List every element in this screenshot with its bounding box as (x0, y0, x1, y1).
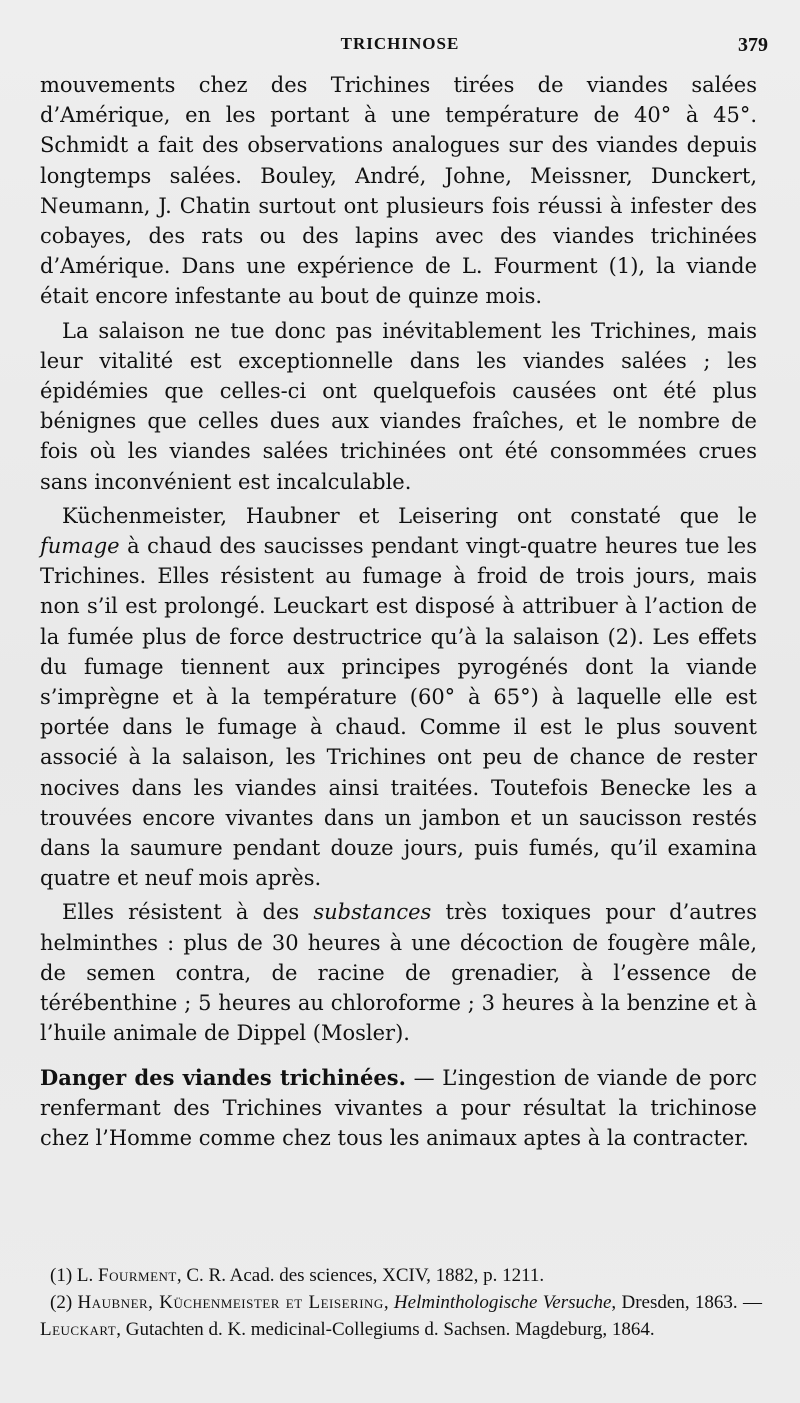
footnote-2-author2: Leuckart (40, 1319, 117, 1340)
footnote-2-sep: , (383, 1292, 394, 1313)
section-heading-danger: Danger des viandes trichinées. (40, 1064, 406, 1090)
paragraph-danger-rest: — L’ingestion de viande de porc renfermant des Trichines vivantes a pour résultat la trichinose chez l’Homme comme chez tous les animaux aptes à la contracter. (40, 1065, 757, 1150)
paragraph-salaison: La salaison ne tue donc pas inévitablement les Trichines, mais leur vitalité est exceptionnelle dans les viandes salées ; les épidémies que celles-ci ont quelquefois causées ont été plus bénignes que celles dues aux viandes fraîches, et le nombre de fois où les viandes salées trichinées ont été consommées crues sans inconvénient est incalculable. (40, 318, 757, 494)
footnotes (40, 1262, 762, 1343)
footnote-2-mid: , Dresden, 1863. — (611, 1292, 763, 1313)
page-header (0, 34, 800, 60)
paragraph-fumage-rest: à chaud des saucisses pendant vingt-quatre heures tue les Trichines. Elles résistent au fumage à froid de trois jours, mais non s’il est prolongé. Leuckart est disposé à attribuer à l’action de la fumée plus de force destructrice qu’à la salaison (2). Les effets du fumage tiennent aux principes pyrogénés dont la viande s’imprègne et à la température (60° à 65°) à laquelle elle est portée dans le fumage à chaud. Comme il est le plus souvent associé à la salaison, les Trichines ont peu de chance de rester nocives dans les viandes ainsi traitées. Toutefois Benecke les a trouvées encore vivantes dans un jambon et un saucisson restés dans la saumure pendant douze jours, puis fumés, qu’il examina quatre et neuf mois après. (40, 534, 757, 891)
term-substances: substances (313, 900, 432, 925)
body-text (40, 70, 757, 1157)
footnote-2-rest: , Gutachten d. K. medicinal-Collegiums d. Sachsen. Magdeburg, 1864. (116, 1319, 655, 1340)
term-fumage: fumage (40, 534, 120, 559)
paragraph-substances-start: Elles résistent à des (62, 900, 314, 925)
footnote-2 (40, 1289, 762, 1343)
footnote-2-title: Helminthologische Versuche (393, 1292, 612, 1313)
footnote-1-author: Fourment (98, 1265, 177, 1286)
paragraph-fumage-start: Küchenmeister, Haubner et Leisering ont constaté que le (62, 503, 757, 528)
paragraph-substances (40, 897, 757, 1048)
footnote-2-authors: Haubner, Küchenmeister et Leisering (77, 1292, 384, 1313)
page-number: 379 (738, 34, 768, 56)
paragraph-fumage (40, 501, 757, 894)
paragraph-substances-rest: très toxiques pour d’autres helminthes : plus de 30 heures à une décoction de fougère mâle, de semen contra, de racine de grenadier, à l’essence de térébenthine ; 5 heures au chloroforme ; 3 heures à la benzine et à l’huile animale de Dippel (Mosler). (40, 900, 757, 1046)
footnote-1 (40, 1262, 762, 1289)
footnote-2-marker: (2) (50, 1292, 78, 1313)
footnote-1-rest: , C. R. Acad. des sciences, XCIV, 1882, p. 1211. (176, 1265, 545, 1286)
footnote-1-marker: (1) L. (50, 1265, 99, 1286)
paragraph-danger (40, 1063, 757, 1154)
running-title: TRICHINOSE (340, 34, 460, 53)
paragraph-continued: mouvements chez des Trichines tirées de viandes salées d’Amérique, en les portant à une température de 40° à 45°. Schmidt a fait des observations analogues sur des viandes depuis longtemps salées. Bouley, André, Johne, Meissner, Dunckert, Neumann, J. Chatin surtout ont plusieurs fois réussi à infester des cobayes, des rats ou des lapins avec des viandes trichinées d’Amérique. Dans une expérience de L. Fourment (1), la viande était encore infestante au bout de quinze mois. (40, 73, 757, 309)
